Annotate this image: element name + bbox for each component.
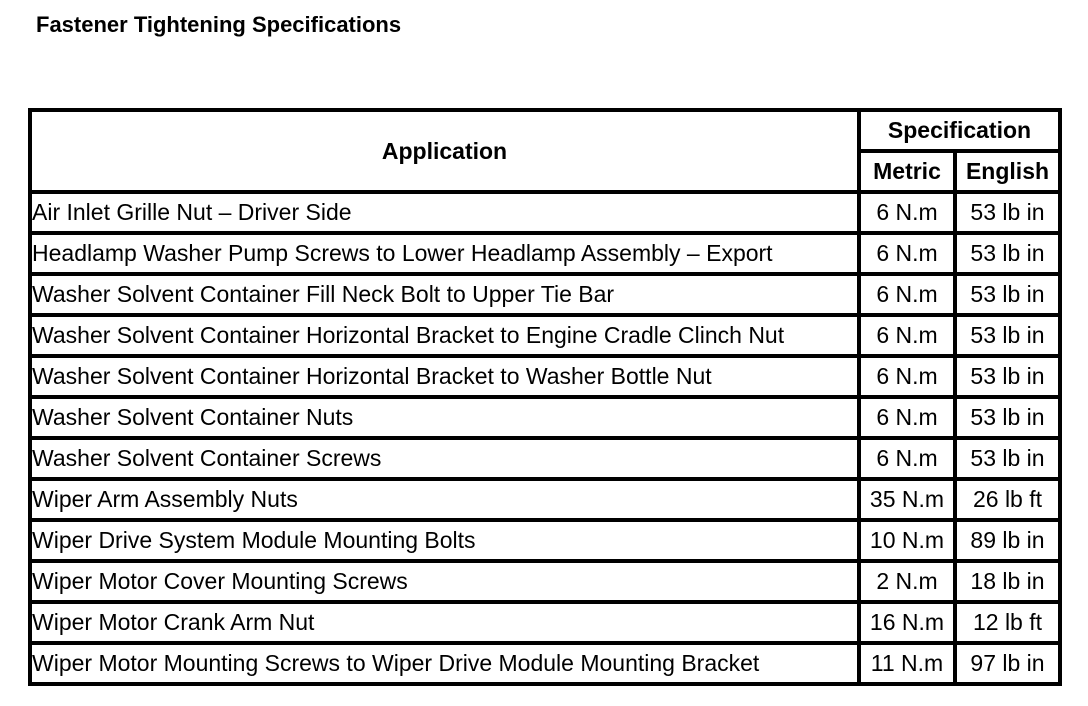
application-cell: Wiper Arm Assembly Nuts	[32, 481, 861, 522]
english-value-cell: 53 lb in	[957, 440, 1062, 481]
table-row	[32, 276, 1062, 317]
header-row-top	[32, 112, 1062, 153]
table-header	[32, 112, 1062, 194]
english-value-cell: 53 lb in	[957, 399, 1062, 440]
table-row	[32, 358, 1062, 399]
table-row	[32, 194, 1062, 235]
table-row	[32, 645, 1062, 686]
english-value-cell: 53 lb in	[957, 194, 1062, 235]
english-value-cell: 53 lb in	[957, 317, 1062, 358]
table-row	[32, 440, 1062, 481]
english-value-cell: 89 lb in	[957, 522, 1062, 563]
metric-value-cell: 6 N.m	[861, 399, 957, 440]
metric-value-cell: 6 N.m	[861, 358, 957, 399]
english-value-cell: 12 lb ft	[957, 604, 1062, 645]
column-header-english: English	[957, 153, 1062, 194]
metric-value-cell: 16 N.m	[861, 604, 957, 645]
application-cell: Wiper Motor Cover Mounting Screws	[32, 563, 861, 604]
application-cell: Wiper Drive System Module Mounting Bolts	[32, 522, 861, 563]
application-cell: Wiper Motor Mounting Screws to Wiper Drive Module Mounting Bracket	[32, 645, 861, 686]
metric-value-cell: 6 N.m	[861, 194, 957, 235]
table-row	[32, 481, 1062, 522]
table-row	[32, 604, 1062, 645]
application-cell: Washer Solvent Container Horizontal Bracket to Washer Bottle Nut	[32, 358, 861, 399]
column-header-metric: Metric	[861, 153, 957, 194]
metric-value-cell: 10 N.m	[861, 522, 957, 563]
table-row	[32, 522, 1062, 563]
application-cell: Washer Solvent Container Nuts	[32, 399, 861, 440]
english-value-cell: 53 lb in	[957, 358, 1062, 399]
column-header-specification: Specification	[861, 112, 1062, 153]
application-cell: Washer Solvent Container Fill Neck Bolt to Upper Tie Bar	[32, 276, 861, 317]
application-cell: Wiper Motor Crank Arm Nut	[32, 604, 861, 645]
english-value-cell: 97 lb in	[957, 645, 1062, 686]
metric-value-cell: 11 N.m	[861, 645, 957, 686]
table-row	[32, 317, 1062, 358]
english-value-cell: 53 lb in	[957, 235, 1062, 276]
fastener-spec-table	[28, 108, 1062, 686]
metric-value-cell: 6 N.m	[861, 440, 957, 481]
english-value-cell: 18 lb in	[957, 563, 1062, 604]
application-cell: Air Inlet Grille Nut – Driver Side	[32, 194, 861, 235]
metric-value-cell: 6 N.m	[861, 276, 957, 317]
metric-value-cell: 2 N.m	[861, 563, 957, 604]
table-row	[32, 399, 1062, 440]
table-body	[32, 194, 1062, 686]
metric-value-cell: 35 N.m	[861, 481, 957, 522]
metric-value-cell: 6 N.m	[861, 317, 957, 358]
application-cell: Headlamp Washer Pump Screws to Lower Headlamp Assembly – Export	[32, 235, 861, 276]
application-cell: Washer Solvent Container Screws	[32, 440, 861, 481]
english-value-cell: 26 lb ft	[957, 481, 1062, 522]
page-title: Fastener Tightening Specifications	[36, 12, 402, 37]
metric-value-cell: 6 N.m	[861, 235, 957, 276]
english-value-cell: 53 lb in	[957, 276, 1062, 317]
application-cell: Washer Solvent Container Horizontal Bracket to Engine Cradle Clinch Nut	[32, 317, 861, 358]
table-row	[32, 235, 1062, 276]
column-header-application: Application	[32, 112, 861, 194]
table-row	[32, 563, 1062, 604]
